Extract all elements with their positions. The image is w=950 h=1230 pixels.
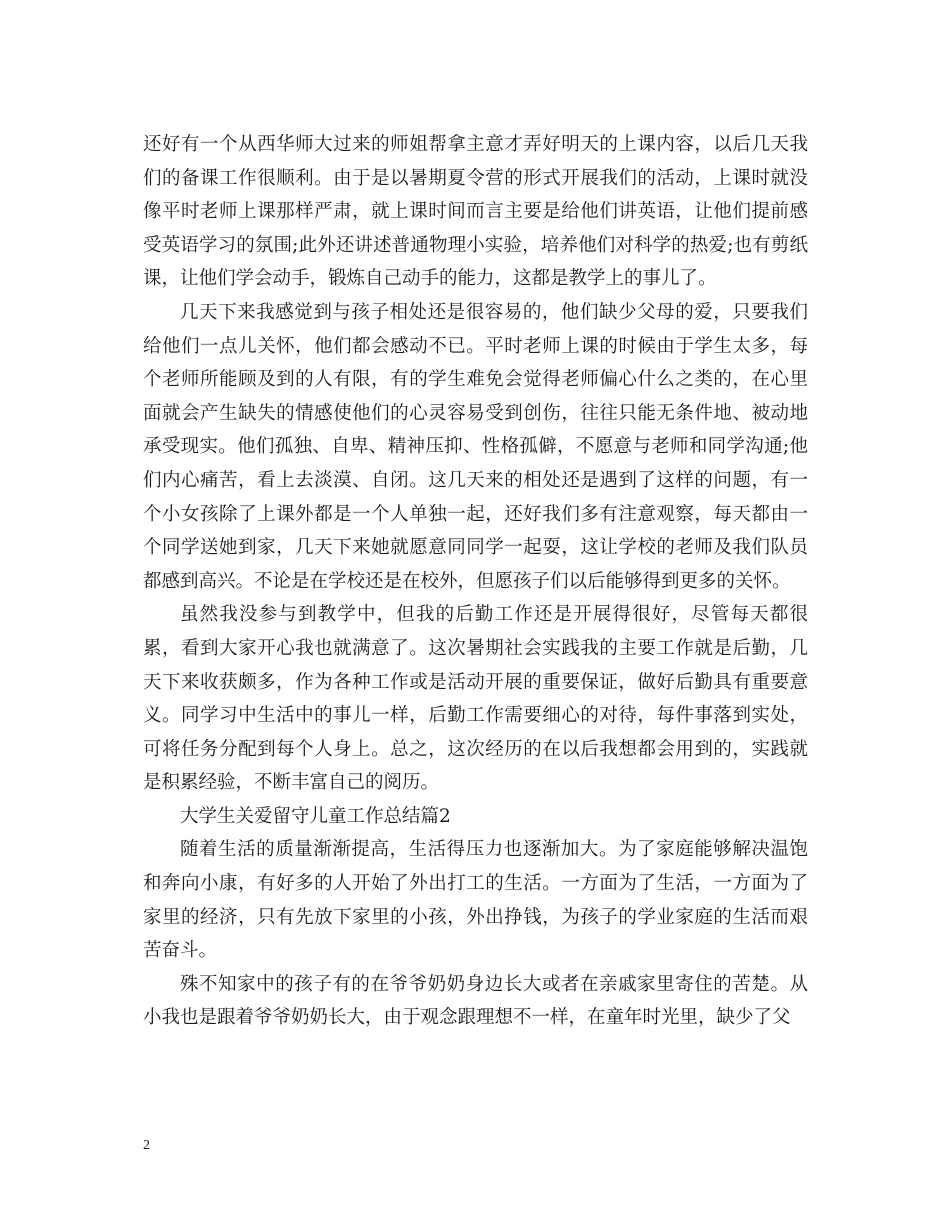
paragraph-5: 殊不知家中的孩子有的在爷爷奶奶身边长大或者在亲戚家里寄住的苦楚。从小我也是跟着爷爷奶奶长大，由于观念跟理想不一样，在童年时光里，缺少了父 bbox=[143, 973, 808, 1029]
paragraph-3: 虽然我没参与到教学中，但我的后勤工作还是开展得很好，尽管每天都很累，看到大家开心我也就满意了。这次暑期社会实践我的主要工作就是后勤，几天下来收获颇多，作为各种工作或是活动开展的重要保证，做好后勤具有重要意义。同学习中生活中的事儿一样，后勤工作需要细心的对待，每件事落到实处，可将任务分配到每个人身上。总之，这次经历的在以后我想都会用到的，实践就是积累经验，不断丰富自己的阅历。 bbox=[143, 604, 808, 794]
section-heading: 大学生关爱留守儿童工作总结篇2 bbox=[180, 805, 451, 827]
paragraph-4: 随着生活的质量渐渐提高，生活得压力也逐渐加大。为了家庭能够解决温饱和奔向小康，有好多的人开始了外出打工的生活。一方面为了生活，一方面为了家里的经济，只有先放下家里的小孩，外出挣钱，为孩子的学业家庭的生活而艰苦奋斗。 bbox=[143, 839, 808, 962]
page-number: 2 bbox=[143, 1138, 150, 1153]
paragraph-2: 几天下来我感觉到与孩子相处还是很容易的，他们缺少父母的爱，只要我们给他们一点儿关怀，他们都会感动不已。平时老师上课的时候由于学生太多，每个老师所能顾及到的人有限，有的学生难免会觉得老师偏心什么之类的，在心里面就会产生缺失的情感使他们的心灵容易受到创伤，往往只能无条件地、被动地承受现实。他们孤独、自卑、精神压抑、性格孤僻，不愿意与老师和同学沟通;他们内心痛苦，看上去淡漠、自闭。这几天来的相处还是遇到了这样的问题，有一个小女孩除了上课外都是一个人单独一起，还好我们多有注意观察，每天都由一个同学送她到家，几天下来她就愿意同同学一起耍，这让学校的老师及我们队员都感到高兴。不论是在学校还是在校外，但愿孩子们以后能够得到更多的关怀。 bbox=[143, 301, 808, 592]
paragraph-1: 还好有一个从西华师大过来的师姐帮拿主意才弄好明天的上课内容，以后几天我们的备课工作很顺利。由于是以暑期夏令营的形式开展我们的活动，上课时就没像平时老师上课那样严肃，就上课时间而言主要是给他们讲英语，让他们提前感受英语学习的氛围;此外还讲述普通物理小实验，培养他们对科学的热爱;也有剪纸课，让他们学会动手，锻炼自己动手的能力，这都是教学上的事儿了。 bbox=[143, 134, 808, 290]
document-body bbox=[143, 128, 808, 1035]
